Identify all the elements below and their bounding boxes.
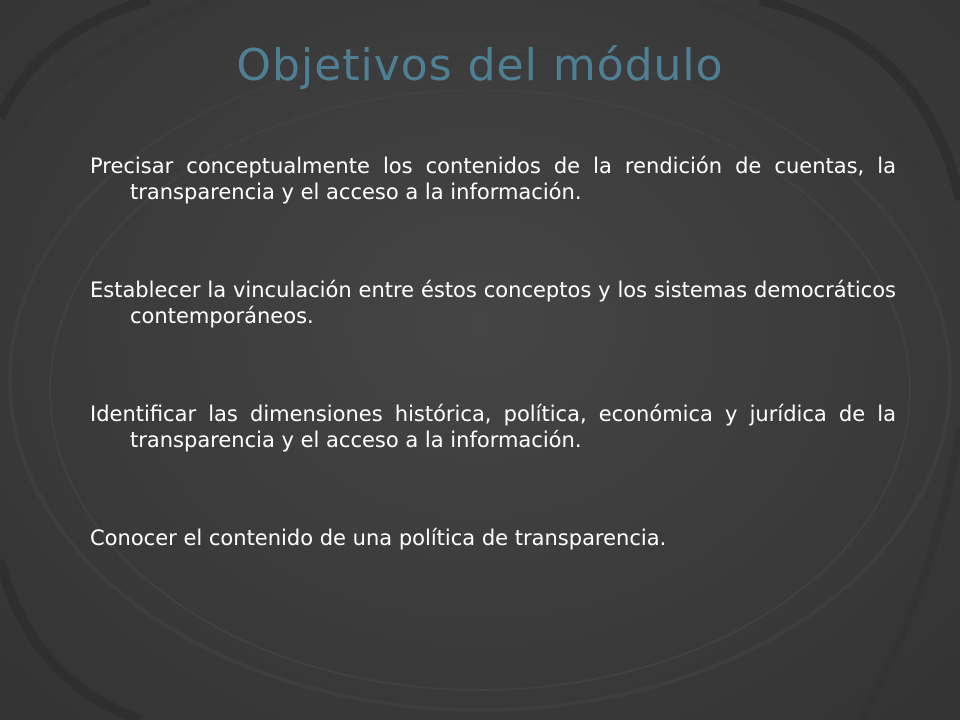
objective-item: Conocer el contenido de una política de transparencia. (90, 526, 667, 550)
objective-item: Precisar conceptualmente los contenidos de la rendición de cuentas, la transparencia y el acceso a la información. (90, 154, 896, 204)
decorative-arc-bottom-left (0, 560, 140, 720)
slide-title: Objetivos del módulo (236, 40, 724, 91)
objective-item: Identificar las dimensiones histórica, política, económica y jurídica de la transparencia y el acceso a la información. (90, 402, 896, 452)
objective-item: Establecer la vinculación entre éstos conceptos y los sistemas democráticos contemporáneos. (90, 278, 896, 328)
objectives-list (90, 153, 896, 551)
